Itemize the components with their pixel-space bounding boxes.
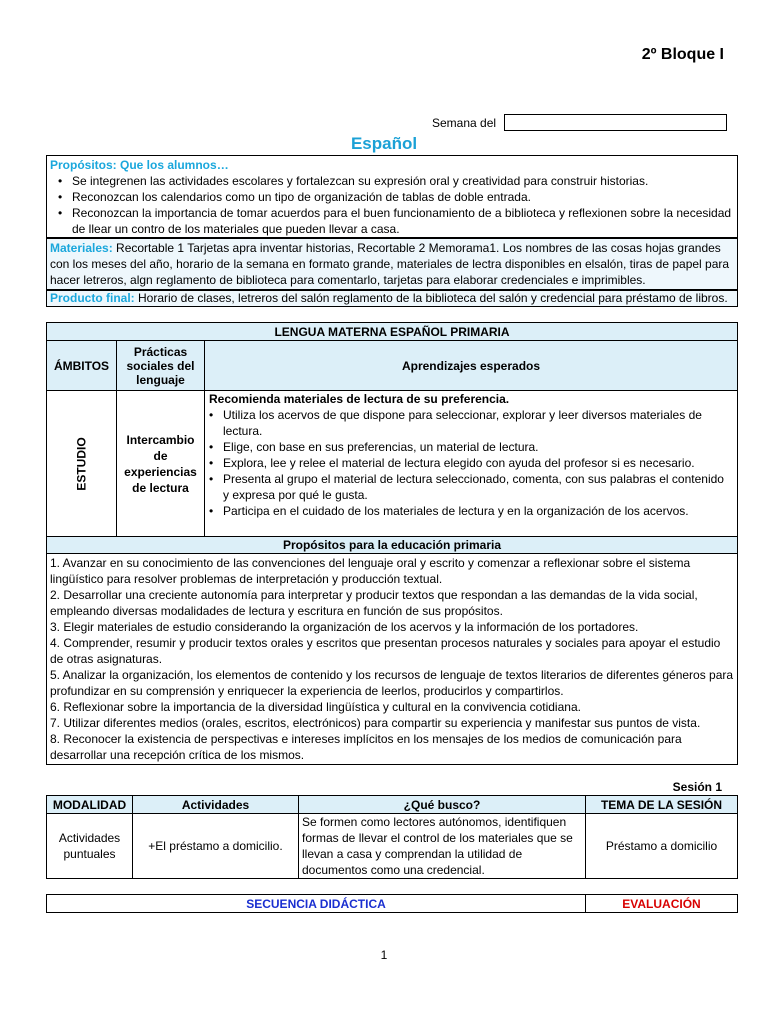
page-number: 1 bbox=[380, 948, 388, 962]
list-item: 7. Utilizar diferentes medios (orales, escritos, electrónicos) para compartir su experiencia y manifestar sus puntos de vista. bbox=[50, 716, 701, 730]
list-item: • Reconozcan los calendarios como un tipo de organización de tablas de doble entrada. bbox=[58, 189, 734, 205]
modalidad-cell: Actividades puntuales bbox=[47, 814, 133, 879]
propositos-edu-cell bbox=[47, 554, 738, 765]
subject-title: Español bbox=[350, 134, 418, 153]
practica-cell: Intercambio de experiencias de lectura bbox=[117, 391, 205, 537]
session-label: Sesión 1 bbox=[672, 780, 722, 794]
lengua-table bbox=[46, 322, 738, 537]
col-que-busco: ¿Qué busco? bbox=[299, 796, 586, 814]
block-title: 2º Bloque I bbox=[641, 46, 724, 63]
col-practicas: Prácticas sociales del lenguaje bbox=[117, 341, 205, 391]
week-field[interactable] bbox=[504, 114, 727, 131]
propositos-edu-title: Propósitos para la educación primaria bbox=[47, 537, 738, 554]
week-label: Semana del bbox=[432, 115, 497, 130]
list-item: • Explora, lee y relee el material de lectura elegido con ayuda del profesor si es necesario. bbox=[209, 455, 733, 471]
secuencia-table bbox=[46, 894, 738, 913]
col-modalidad: MODALIDAD bbox=[47, 796, 133, 814]
propositos-label: Propósitos: Que los alumnos… bbox=[50, 158, 229, 172]
col-actividades: Actividades bbox=[133, 796, 299, 814]
materiales-label: Materiales: bbox=[50, 241, 113, 255]
col-tema: TEMA DE LA SESIÓN bbox=[586, 796, 738, 814]
list-item: • Presenta al grupo el material de lectura seleccionado, comenta, con sus palabras el contenido y expresa por qué le gusta. bbox=[209, 471, 733, 503]
list-item: 6. Reflexionar sobre la importancia de la diversidad lingüística y cultural en la convivencia cotidiana. bbox=[50, 700, 581, 714]
evaluacion-title: EVALUACIÓN bbox=[586, 895, 738, 913]
producto-box bbox=[46, 290, 738, 307]
list-item: 3. Elegir materiales de estudio considerando la organización de los acervos y la información de los portadores. bbox=[50, 620, 639, 634]
aprendizaje-head: Recomienda materiales de lectura de su preferencia. bbox=[209, 392, 510, 406]
sesion-table bbox=[46, 795, 738, 879]
list-item: 8. Reconocer la existencia de perspectivas e intereses implícitos en los mensajes de los medios de comunicación para desarrollar una recepción crítica de los mismos. bbox=[50, 732, 682, 762]
week-row bbox=[432, 114, 727, 131]
producto-text: Horario de clases, letreros del salón reglamento de la biblioteca del salón y credencial para préstamo de libros. bbox=[134, 291, 728, 305]
list-item: • Reconozcan la importancia de tomar acuerdos para el buen funcionamiento de a biblioteca y reflexionen sobre la necesidad de llear un contro de los materiales que pueden llevar a casa. bbox=[58, 205, 734, 237]
list-item: 1. Avanzar en su conocimiento de las convenciones del lenguaje oral y escrito y comenzar a reflexionar sobre el sistema lingüístico para resolver problemas de interpretación y producción textual. bbox=[50, 556, 691, 586]
col-aprendizajes: Aprendizajes esperados bbox=[205, 341, 738, 391]
ambito-label: ESTUDIO bbox=[74, 436, 89, 491]
col-ambitos: ÁMBITOS bbox=[47, 341, 117, 391]
materiales-text: Recortable 1 Tarjetas apra inventar historias, Recortable 2 Memorama1. Los nombres de las cosas hojas grandes con los meses del año, horario de la semana en formato grande, materiales de lectra disponibles en elsalón, tiras de papel para hacer letreros, algn reglamento de biblioteca para comentarlo, tarjetas para elaborar credenciales e imprimibles. bbox=[50, 241, 730, 287]
propositos-list bbox=[50, 173, 734, 237]
list-item: • Elige, con base en sus preferencias, un material de lectura. bbox=[209, 439, 733, 455]
list-item: 5. Analizar la organización, los elementos de contenido y los recursos de lenguaje de textos literarios de diferentes géneros para profundizar en su comprensión y enriquecer la experiencia de leerlos, producirlos y compartirlos. bbox=[50, 668, 734, 698]
propositos-edu-table bbox=[46, 536, 738, 765]
aprendizajes-cell bbox=[205, 391, 738, 537]
secuencia-title: SECUENCIA DIDÁCTICA bbox=[47, 895, 586, 913]
producto-label: Producto final: bbox=[50, 291, 135, 305]
lengua-title: LENGUA MATERNA ESPAÑOL PRIMARIA bbox=[47, 323, 738, 341]
propositos-box bbox=[46, 155, 738, 238]
list-item: • Participa en el cuidado de los materiales de lectura y en la organización de los acervos. bbox=[209, 503, 733, 519]
ambito-cell bbox=[47, 391, 117, 537]
list-item: 2. Desarrollar una creciente autonomía para interpretar y producir textos que respondan a las demandas de la vida social, empleando diversas modalidades de lectura y escritura en función de sus propósitos. bbox=[50, 588, 698, 618]
que-busco-cell: Se formen como lectores autónomos, identifiquen formas de llevar el control de los materiales que se llevan a casa y comprendan la utilidad de documentos como una credencial. bbox=[299, 814, 586, 879]
list-item: 4. Comprender, resumir y producir textos orales y escritos que presentan procesos naturales y sociales para apoyar el estudio de otras asignaturas. bbox=[50, 636, 721, 666]
actividades-cell: +El préstamo a domicilio. bbox=[133, 814, 299, 879]
list-item: • Se integrenen las actividades escolares y fortalezcan su expresión oral y creatividad para construir historias. bbox=[58, 173, 734, 189]
list-item: • Utiliza los acervos de que dispone para seleccionar, explorar y leer diversos materiales de lectura. bbox=[209, 407, 733, 439]
materiales-box bbox=[46, 238, 738, 290]
tema-cell: Préstamo a domicilio bbox=[586, 814, 738, 879]
